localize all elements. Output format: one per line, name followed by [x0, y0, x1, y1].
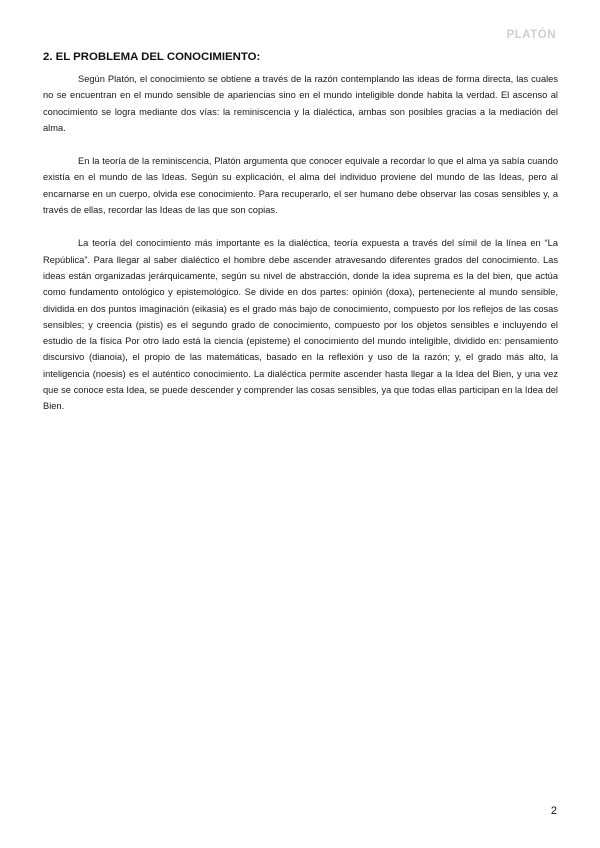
- paragraph-reminiscencia: En la teoría de la reminiscencia, Platón argumenta que conocer equivale a recordar lo que el alma ya sabía cuando existía en el mundo de las Ideas. Según su explicación, el alma del individuo proviene del mundo de las Ideas, pero al encarnarse en un cuerpo, olvida ese conocimiento. Para recuperarlo, el ser humano debe observar las cosas sensibles y, a través de ellas, recordar las Ideas de las que son copias.: [43, 156, 558, 216]
- section-title: 2. EL PROBLEMA DEL CONOCIMIENTO:: [43, 51, 261, 63]
- running-header: PLATÓN: [506, 29, 556, 41]
- document-body: [43, 50, 558, 432]
- page-number: 2: [550, 805, 557, 817]
- paragraph-dialectica: La teoría del conocimiento más importante es la dialéctica, teoría expuesta a través del símil de la línea en “La República”. Para llegar al saber dialéctico el hombre debe ascender atravesando diferentes grados del conocimiento. Las ideas están organizadas jerárquicamente, según su nivel de abstracción, donde la idea suprema es la del bien, que actúa como fundamento ontológico y epistemológico. Se divide en dos partes: opinión (doxa), perteneciente al mundo sensible, dividida en dos puntos imaginación (eikasia) es el grado más bajo de conocimiento, compuesto por los reflejos de las cosas sensibles; y creencia (pistis) es el segundo grado de conocimiento, compuesto por los objetos sensibles e incluyendo el estudio de la física Por otro lado está la ciencia (episteme) el conocimiento del mundo inteligible, dividido en: pensamiento discursivo (dianoia), el propio de las matemáticas, basado en la reflexión y uso de la razón; y, el grado más alto, la inteligencia (noesis) es el auténtico conocimiento. La dialéctica permite ascender hasta llegar a la Idea del Bien, y una vez que se conoce esta Idea, se puede descender y comprender las cosas sensibles, ya que todas ellas participan en la Idea del Bien.: [43, 238, 558, 412]
- paragraph-intro: Según Platón, el conocimiento se obtiene a través de la razón contemplando las ideas de forma directa, las cuales no se encuentran en el mundo sensible de apariencias sino en el mundo inteligible donde habita la verdad. El ascenso al conocimiento se logra mediante dos vías: la reminiscencia y la dialéctica, ambas son posibles gracias a la mediación del alma.: [43, 74, 558, 133]
